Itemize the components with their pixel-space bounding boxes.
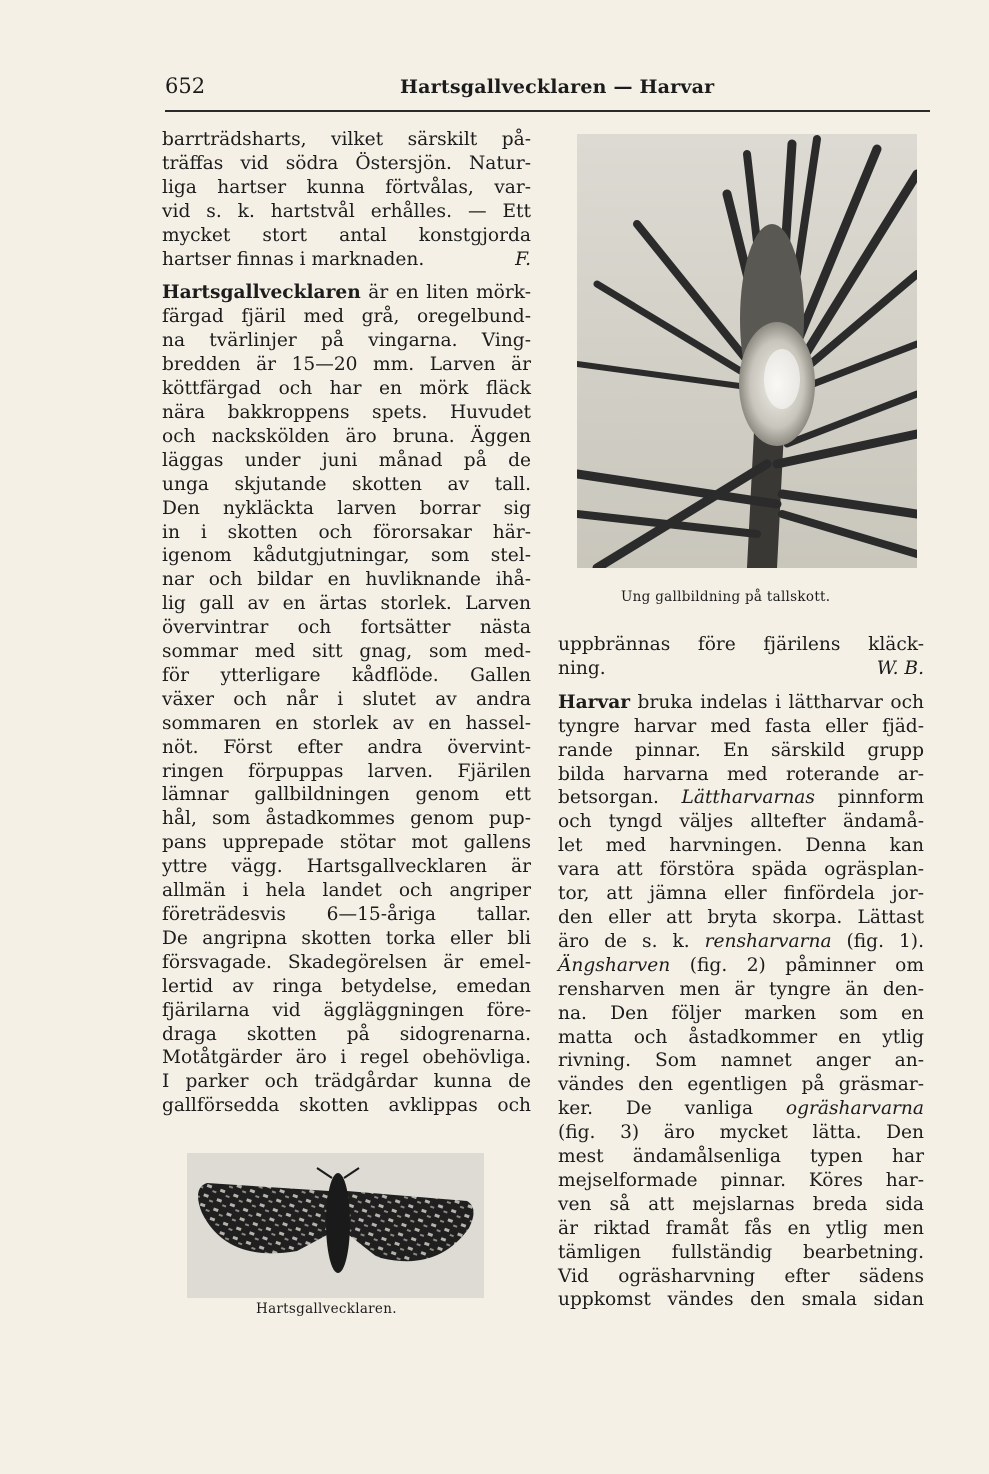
continuation-paragraph bbox=[558, 633, 924, 657]
text-line: företrädesvis 6—15-åriga tallar. bbox=[162, 904, 531, 925]
text-line: försvagade. Skadegörelsen är emel- bbox=[162, 951, 531, 973]
harvar-lines-a bbox=[558, 715, 924, 787]
harvar-line-ograsharvarna bbox=[558, 1097, 924, 1121]
running-head: Hartsgallvecklaren — Harvar bbox=[400, 76, 715, 98]
text-line: ringen förpuppas larven. Fjärilen bbox=[162, 760, 531, 782]
text-line: matta och åstadkommer en ytlig bbox=[558, 1026, 924, 1048]
intro-paragraph bbox=[162, 128, 531, 248]
paragraph-gap bbox=[558, 681, 924, 691]
term-angsharven: Ängsharven bbox=[558, 954, 671, 976]
text-line: Motåtgärder äro i regel obehövliga. bbox=[162, 1047, 531, 1069]
entry-headword-harvar: Harvar bbox=[558, 691, 631, 713]
harvar-first-line bbox=[558, 691, 924, 715]
text-line: unga skjutande skotten av tall. bbox=[162, 473, 531, 495]
text-line: ven så att mejslarnas breda sida bbox=[558, 1193, 924, 1215]
text-line: fjärilarna vid äggläggningen före- bbox=[162, 999, 531, 1021]
text-span: (fig. 1). bbox=[831, 930, 924, 952]
text-line: träffas vid södra Östersjön. Natur- bbox=[162, 152, 531, 174]
term-rensharvarna: rensharvarna bbox=[704, 930, 832, 952]
text-line: barrträdsharts, vilket särskilt på- bbox=[162, 129, 531, 150]
harvar-line-rensharvarna bbox=[558, 930, 924, 954]
right-column bbox=[558, 633, 924, 1312]
text-span: betsorgan. bbox=[558, 787, 682, 809]
text-line: rande pinnar. En särskild grupp bbox=[558, 739, 924, 761]
text-line: sommar med sitt gnag, som med- bbox=[162, 641, 531, 663]
continuation-signature: W. B. bbox=[876, 657, 924, 679]
text-line: övervintrar och fortsätter nästa bbox=[162, 617, 531, 639]
intro-signature: F. bbox=[515, 248, 531, 270]
text-line: vändes den egentligen på gräsmar- bbox=[558, 1074, 924, 1096]
text-span: äro de s. k. bbox=[558, 930, 705, 952]
text-line: läggas under juni månad på de bbox=[162, 449, 531, 471]
entry-first-line bbox=[162, 281, 531, 305]
text-line: vid s. k. hartstvål erhålles. — Ett bbox=[162, 200, 531, 222]
text-line: hål, som åstadkommes genom pup- bbox=[162, 808, 531, 830]
text-line: tor, att jämna eller finfördela jor- bbox=[558, 883, 924, 905]
text-line: lämnar gallbildningen genom ett bbox=[162, 784, 531, 806]
page-number: 652 bbox=[165, 74, 206, 98]
paragraph-gap bbox=[162, 271, 531, 281]
text-line: rensharven men är tyngre än den- bbox=[558, 978, 924, 1000]
pine-figure-caption: Ung gallbildning på tallskott. bbox=[621, 589, 831, 605]
text-line: pans upprepade stötar mot gallens bbox=[162, 832, 531, 854]
harvar-first-line-rest: bruka indelas i lättharvar och bbox=[630, 691, 924, 713]
text-line: köttfärgad och har en mörk fläck bbox=[162, 378, 531, 400]
text-line: lig gall av en ärtas storlek. Larven bbox=[162, 593, 531, 615]
harvar-lines-c bbox=[558, 978, 924, 1098]
text-line: mest ändamålsenliga typen har bbox=[558, 1146, 924, 1168]
text-line: mycket stort antal konstgjorda bbox=[162, 224, 531, 246]
text-line: igenom kådutgjutningar, som stel- bbox=[162, 545, 531, 567]
text-line: Vid ogräsharvning efter sädens bbox=[558, 1265, 924, 1287]
text-line: växer och når i slutet av andra bbox=[162, 688, 531, 710]
continuation-last-line bbox=[558, 657, 924, 681]
text-line: liga hartser kunna förtvålas, var- bbox=[162, 176, 531, 198]
text-line: lertid av ringa betydelse, emedan bbox=[162, 975, 531, 997]
harvar-line-angsharven bbox=[558, 954, 924, 978]
text-line: let med harvningen. Denna kan bbox=[558, 835, 924, 857]
text-line: för ytterligare kådflöde. Gallen bbox=[162, 664, 531, 686]
text-line: och nackskölden äro bruna. Äggen bbox=[162, 425, 531, 447]
text-line: De angripna skotten torka eller bli bbox=[162, 927, 531, 949]
term-lattharvarnas: Lättharvarnas bbox=[681, 787, 815, 809]
text-line: yttre vägg. Hartsgallvecklaren är bbox=[162, 856, 531, 878]
text-line: draga skotten på sidogrenarna. bbox=[162, 1023, 531, 1045]
text-line: tyngre harvar med fasta eller fjäd- bbox=[558, 715, 924, 737]
text-line: Den nykläckta larven borrar sig bbox=[162, 497, 531, 519]
text-line: in i skotten och förorsakar här- bbox=[162, 521, 531, 543]
text-line: na tvärlinjer på vingarna. Ving- bbox=[162, 330, 531, 352]
moth-figure-caption: Hartsgallvecklaren. bbox=[256, 1301, 397, 1317]
text-line: (fig. 3) äro mycket lätta. Den bbox=[558, 1122, 924, 1144]
text-line: är riktad framåt fås en ytlig men bbox=[558, 1217, 924, 1239]
text-line: tämligen fullständig bearbetning. bbox=[558, 1241, 924, 1263]
left-column bbox=[162, 128, 531, 1118]
text-line: allmän i hela landet och angriper bbox=[162, 880, 531, 902]
text-span: pinnform bbox=[814, 787, 924, 809]
text-line: nära bakkroppens spets. Huvudet bbox=[162, 401, 531, 423]
text-line: nar och bildar en huvliknande ihå- bbox=[162, 569, 531, 591]
moth-photo bbox=[187, 1153, 484, 1298]
text-line: na. Den följer marken som en bbox=[558, 1002, 924, 1024]
harvar-lines-b bbox=[558, 810, 924, 930]
pine-shoot-photo bbox=[577, 134, 917, 568]
text-span: (fig. 2) påminner om bbox=[670, 954, 924, 976]
text-line: uppbrännas före fjärilens kläck- bbox=[558, 634, 924, 655]
text-line: sommaren en storlek av en hassel- bbox=[162, 712, 531, 734]
harvar-line-betsorgan bbox=[558, 786, 924, 810]
text-line: rivning. Som namnet anger an- bbox=[558, 1050, 924, 1072]
text-line: bredden är 15—20 mm. Larven är bbox=[162, 354, 531, 376]
intro-last-text: hartser finnas i marknaden. bbox=[162, 248, 425, 270]
text-line: färgad fjäril med grå, oregelbund- bbox=[162, 306, 531, 328]
moth-body bbox=[326, 1173, 350, 1273]
text-span: ker. De vanliga bbox=[558, 1098, 786, 1120]
intro-last-line bbox=[162, 248, 531, 272]
text-line: vara att förstöra späda ogräsplan- bbox=[558, 859, 924, 881]
text-line: uppkomst vändes den smala sidan bbox=[558, 1289, 924, 1311]
entry-headword-hartsgallvecklaren: Hartsgallvecklaren bbox=[162, 282, 361, 304]
text-line: den eller att bryta skorpa. Lättast bbox=[558, 906, 924, 928]
continuation-last-text: ning. bbox=[558, 657, 606, 679]
text-line: nöt. Först efter andra övervint- bbox=[162, 736, 531, 758]
entry-first-line-rest: är en liten mörk- bbox=[360, 282, 531, 304]
text-line: och tyngd väljes alltefter ändamå- bbox=[558, 811, 924, 833]
harvar-lines-d bbox=[558, 1121, 924, 1312]
hartsgallvecklaren-body bbox=[162, 305, 531, 1118]
term-ograsharvarna: ogräsharvarna bbox=[785, 1098, 924, 1120]
text-line: bilda harvarna med roterande ar- bbox=[558, 763, 924, 785]
text-line: gallförsedda skotten avklippas och bbox=[162, 1095, 531, 1117]
header-rule bbox=[165, 110, 930, 112]
text-line: I parker och trädgårdar kunna de bbox=[162, 1071, 531, 1093]
text-line: mejselformade pinnar. Köres har- bbox=[558, 1169, 924, 1191]
